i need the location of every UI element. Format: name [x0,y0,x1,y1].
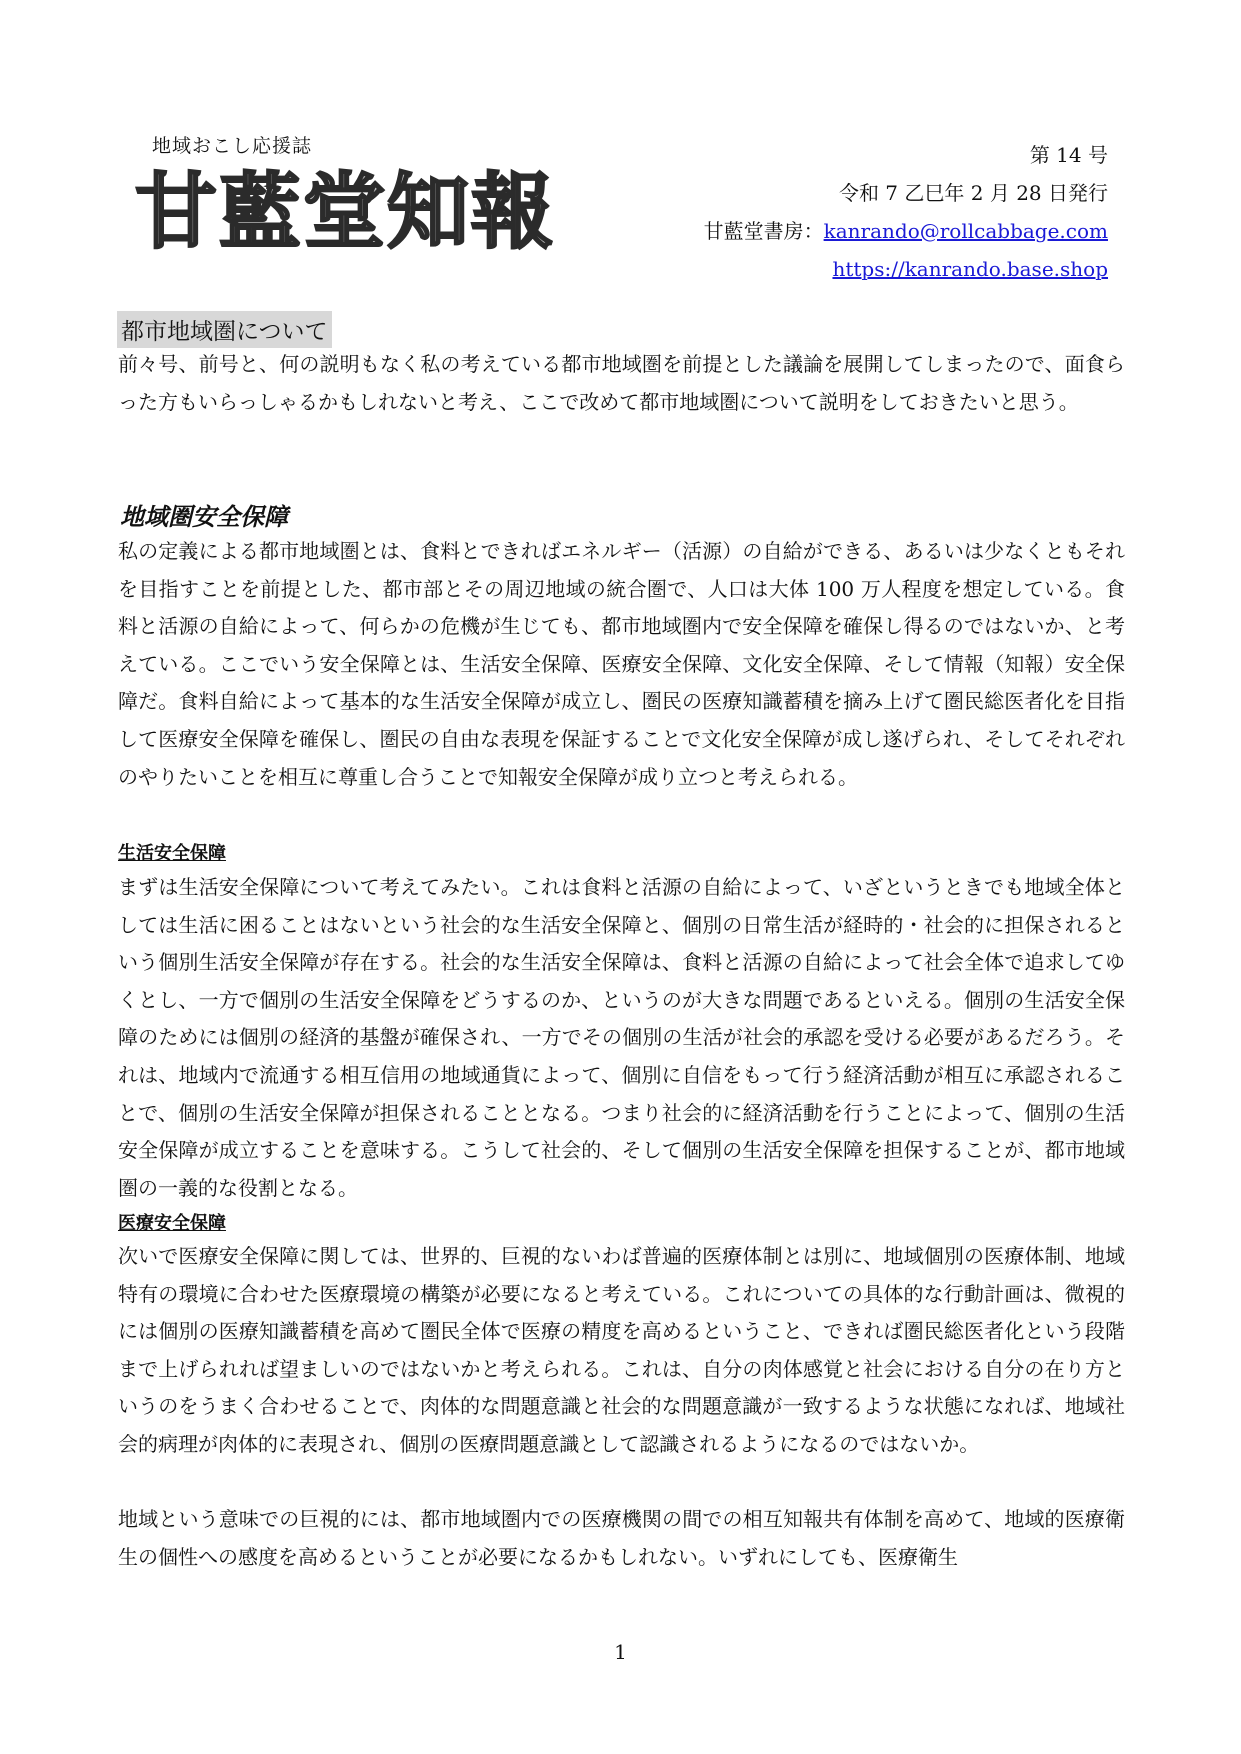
medical-security-paragraph-1: 次いで医療安全保障に関しては、世界的、巨視的ないわば普遍的医療体制とは別に、地域個別の医療体制、地域特有の環境に合わせた医療環境の構築が必要になると考えている。これについての具体的な行動計画は、微視的には個別の医療知識蓄積を高めて圏民全体で医療の精度を高めるということ、できれば圏民総医者化という段階まで上げられれば望ましいのではないかと考えられる。これは、自分の肉体感覚と社会における自分の在り方というのをうまく合わせることで、肉体的な問題意識と社会的な問題意識が一致するような状態になれば、地域社会的病理が肉体的に表現され、個別の医療問題意識として認識されるようになるのではないか。 [118,1244,1125,1456]
issue-number: 第 14 号 [1029,143,1108,167]
section-title: 都市地域圏について [117,311,332,348]
living-security-paragraph: まずは生活安全保障について考えてみたい。これは食料と活源の自給によって、いざというときでも地域全体としては生活に困ることはないという社会的な生活安全保障と、個別の日常生活が経時的・社会的に担保されるという個別生活安全保障が存在する。社会的な生活安全保障は、食料と活源の自給によって社会全体で追求してゆくとし、一方で個別の生活安全保障をどうするのか、というのが大きな問題であるといえる。個別の生活安全保障のためには個別の経済的基盤が確保され、一方でその個別の生活が社会的承認を受ける必要があるだろう。それは、地域内で流通する相互信用の地域通貨によって、個別に自信をもって行う経済活動が相互に承認されることで、個別の生活安全保障が担保されることとなる。つまり社会的に経済活動を行うことによって、個別の生活安全保障が成立することを意味する。こうして社会的、そして個別の生活安全保障を担保することが、都市地域圏の一義的な役割となる。 [118,875,1125,1200]
page-number: 1 [614,1640,627,1664]
medical-security-heading: 医療安全保障 [118,1213,226,1234]
security-paragraph: 私の定義による都市地域圏とは、食料とできればエネルギー（活源）の自給ができる、あるいは少なくともそれを目指すことを前提とした、都市部とその周辺地域の統合圏で、人口は大体 100 万人程度を想定している。食料と活源の自給によって、何らかの危機が生じても、都市地域圏内で安全保障を確保し得るのではないか、と考えている。ここでいう安全保障とは、生活安全保障、医療安全保障、文化安全保障、そして情報（知報）安全保障だ。食料自給によって基本的な生活安全保障が成立し、圏民の医療知識蓄積を摘み上げて圏民総医者化を目指して医療安全保障を確保し、圏民の自由な表現を保証することで文化安全保障が成し遂げられ、そしてそれぞれのやりたいことを相互に尊重し合うことで知報安全保障が成り立つと考えられる。 [118,539,1125,789]
shop-url-line [704,250,1108,288]
publisher-line [704,212,1108,250]
publication-logo: 甘藍堂知報 [135,165,556,260]
publication-subtitle: 地域おこし応援誌 [152,135,313,157]
masthead-info [704,136,1108,288]
living-security-heading: 生活安全保障 [118,843,226,864]
email-link[interactable]: kanrando@rollcabbage.com [823,219,1108,243]
publisher-label: 甘藍堂書房： [703,219,824,243]
security-heading: 地域圏安全保障 [120,503,288,531]
medical-security-paragraph-2: 地域という意味での巨視的には、都市地域圏内での医療機関の間での相互知報共有体制を高めて、地域的医療衛生の個性への感度を高めるということが必要になるかもしれない。いずれにしても、医療衛生 [118,1507,1125,1569]
intro-paragraph: 前々号、前号と、何の説明もなく私の考えている都市地域圏を前提とした議論を展開してしまったので、面食らった方もいらっしゃるかもしれないと考え、ここで改めて都市地域圏について説明をしておきたいと思う。 [118,352,1125,414]
shop-url-link[interactable]: https://kanrando.base.shop [832,257,1108,281]
publish-date: 令和 7 乙巳年 2 月 28 日発行 [838,181,1108,205]
